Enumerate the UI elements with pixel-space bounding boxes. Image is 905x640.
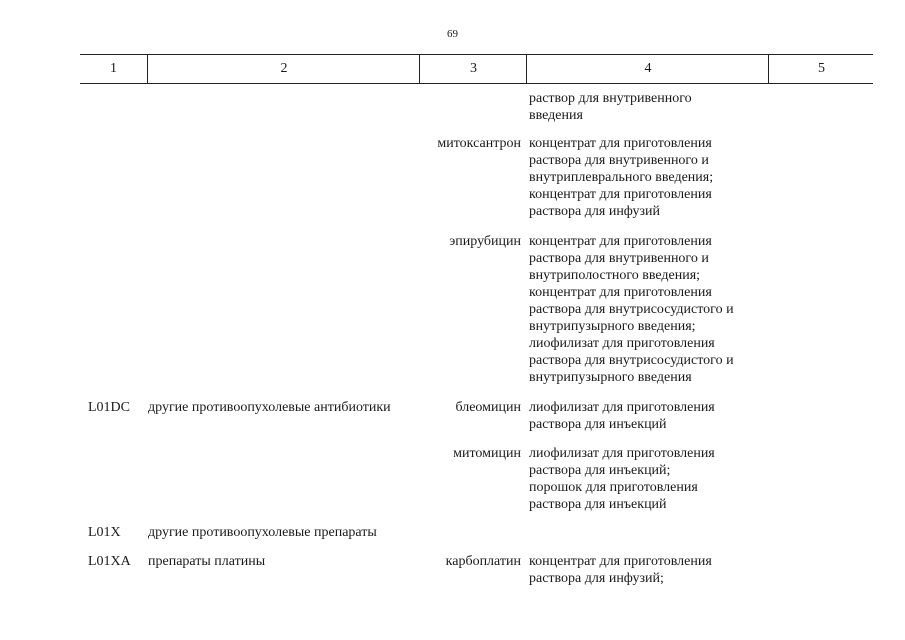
drug-name: митомицин [453, 446, 521, 461]
atc-code: L01X [88, 525, 121, 540]
dosage-form-line: внутрипузырного введения; [529, 319, 696, 334]
dosage-form-line: раствора для инфузий [529, 204, 661, 219]
dosage-forms-cell [529, 233, 769, 386]
drug-name: митоксантрон [437, 136, 521, 151]
dosage-form-line: лиофилизат для приготовления [529, 336, 715, 351]
dosage-form-line: концентрат для приготовления [529, 234, 712, 249]
group-name: другие противоопухолевые препараты [148, 525, 377, 540]
dosage-forms-cell [529, 90, 769, 124]
dosage-form-line: концентрат для приготовления [529, 285, 712, 300]
dosage-form-line: концентрат для приготовления [529, 136, 712, 151]
header-col-2: 2 [147, 55, 420, 83]
dosage-form-line: лиофилизат для приготовления [529, 446, 715, 461]
drug-name: блеомицин [455, 400, 521, 415]
atc-code: L01DC [88, 400, 130, 415]
dosage-form-line: лиофилизат для приготовления [529, 400, 715, 415]
dosage-form-line: внутриполостного введения; [529, 268, 701, 283]
dosage-forms-cell [529, 445, 769, 513]
table-header [80, 54, 873, 84]
dosage-form-line: концентрат для приготовления [529, 554, 712, 569]
dosage-form-line: раствора для внутривенного и [529, 153, 709, 168]
dosage-form-line: порошок для приготовления [529, 480, 698, 495]
dosage-form-line: раствора для внутривенного и [529, 251, 709, 266]
dosage-forms-cell [529, 399, 769, 433]
dosage-form-line: раствора для внутрисосудистого и [529, 353, 734, 368]
dosage-form-line: раствора для внутрисосудистого и [529, 302, 734, 317]
header-col-1: 1 [110, 61, 117, 76]
dosage-form-line: раствора для инъекций; [529, 463, 671, 478]
drug-name: эпирубицин [449, 234, 521, 249]
dosage-form-line: введения [529, 108, 583, 123]
dosage-form-line: раствор для внутривенного [529, 91, 692, 106]
dosage-form-line: раствора для инъекций [529, 417, 667, 432]
group-name: другие противоопухолевые антибиотики [148, 400, 391, 415]
page-number: 69 [447, 28, 458, 40]
dosage-form-line: внутриплеврального введения; [529, 170, 714, 185]
header-col-5: 5 [768, 55, 874, 83]
dosage-forms-cell [529, 553, 769, 587]
dosage-form-line: раствора для инъекций [529, 497, 667, 512]
drug-name: карбоплатин [445, 554, 521, 569]
header-col-3: 3 [419, 55, 527, 83]
group-name: препараты платины [148, 554, 266, 569]
dosage-form-line: раствора для инфузий; [529, 571, 664, 586]
atc-code: L01XA [88, 554, 131, 569]
dosage-forms-cell [529, 135, 769, 220]
dosage-form-line: концентрат для приготовления [529, 187, 712, 202]
dosage-form-line: внутрипузырного введения [529, 370, 692, 385]
header-col-4: 4 [526, 55, 769, 83]
